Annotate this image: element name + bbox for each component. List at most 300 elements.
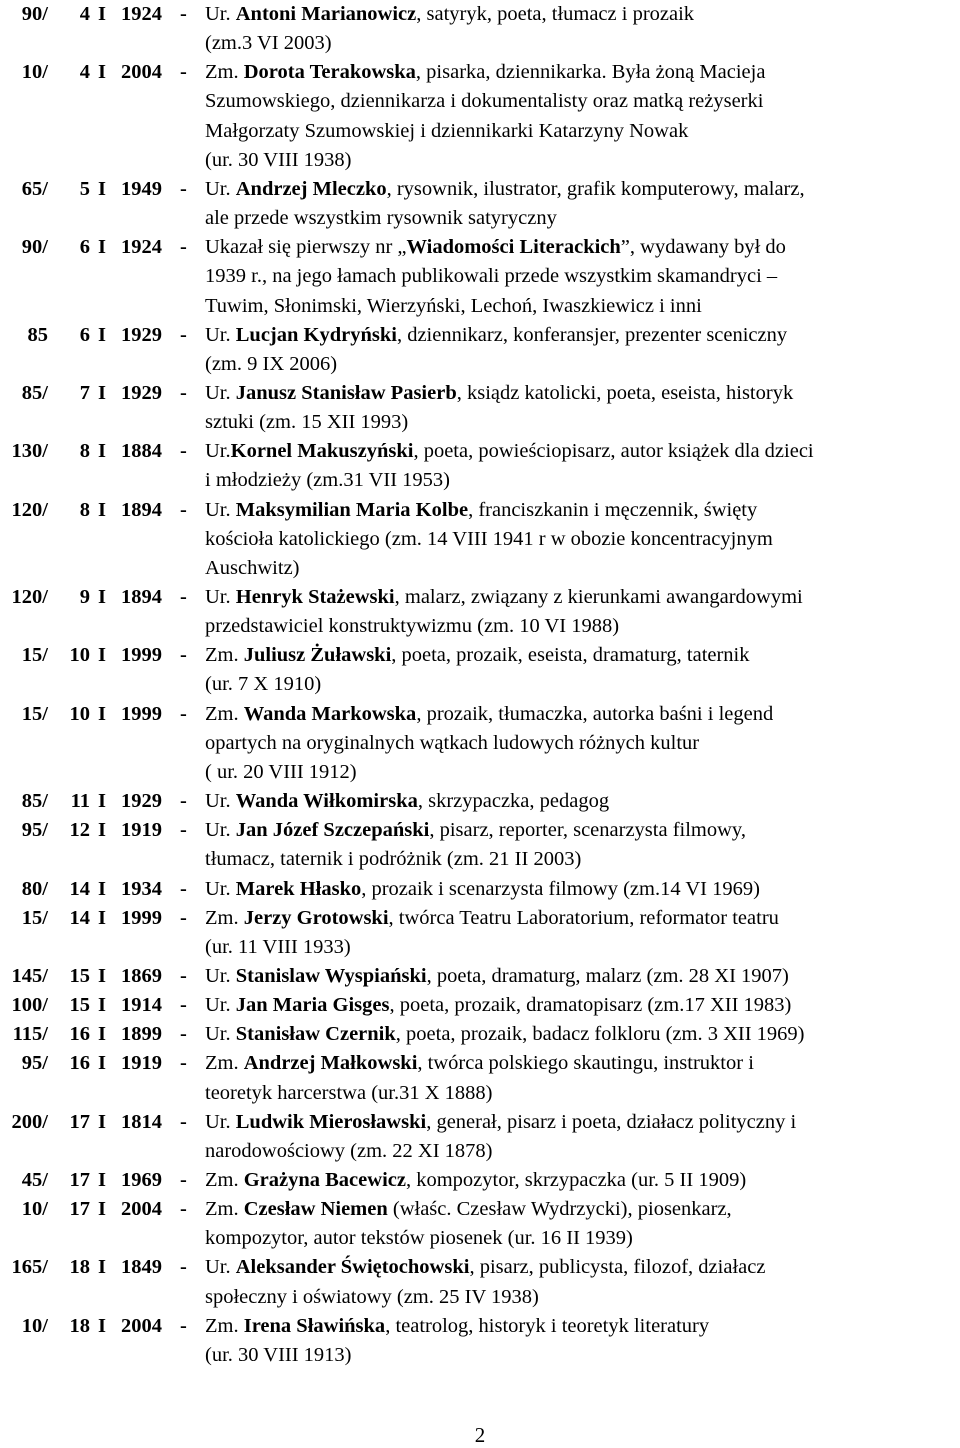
entry-continuation-line xyxy=(0,292,960,321)
entry-description-continued xyxy=(205,612,619,641)
entry-description xyxy=(205,379,793,408)
entry-description xyxy=(205,1049,754,1078)
entry-text-segment: Tuwim, Słonimski, Wierzyński, Lechoń, Iwaszkiewicz i inni xyxy=(205,294,702,317)
entry-continuation-line xyxy=(0,758,960,787)
entry-dash: - xyxy=(180,877,187,900)
entry-continuation-line xyxy=(0,729,960,758)
entry-first-line xyxy=(0,321,960,350)
entry-description xyxy=(205,0,694,29)
entry-first-line xyxy=(0,1253,960,1282)
entry-month: I xyxy=(98,1314,106,1337)
entry-text-segment: narodowościowy (zm. 22 XI 1878) xyxy=(205,1139,493,1162)
entry-year: 1969 xyxy=(121,1169,162,1191)
entry-text-segment: , twórca polskiego skautingu, instruktor i xyxy=(417,1052,754,1075)
entry-first-line xyxy=(0,175,960,204)
entry-text-segment: przedstawiciel konstruktywizmu (zm. 10 VI 1988) xyxy=(205,615,620,638)
entry-dash: - xyxy=(180,498,187,521)
entry-day: 17 xyxy=(69,1169,90,1191)
entry-description xyxy=(205,233,786,262)
entry-description xyxy=(205,700,773,729)
entry-day: 10 xyxy=(69,644,90,667)
page-number: 2 xyxy=(474,1423,486,1447)
entry-text-segment: Ukazał się pierwszy nr „ xyxy=(205,236,407,259)
entry-description-continued xyxy=(205,525,773,554)
entry-text-segment: Zm. xyxy=(205,644,244,667)
entry-description xyxy=(205,904,779,933)
entry-day: 17 xyxy=(69,1198,90,1221)
entry-text-segment: i młodzieży (zm.31 VII 1953) xyxy=(205,469,450,492)
entry-description xyxy=(205,1253,765,1282)
entry-day: 15 xyxy=(69,964,90,987)
entry-text-segment: , poeta, dramaturg, malarz (zm. 28 XI 1907) xyxy=(426,964,789,987)
entry-first-line xyxy=(0,437,960,466)
entry-dash: - xyxy=(180,819,187,842)
entry-text-segment: (zm. 9 IX 2006) xyxy=(205,352,338,375)
entry-first-line xyxy=(0,1049,960,1078)
entry-description-continued xyxy=(205,87,763,116)
entry-text-segment: Ur. xyxy=(205,381,236,404)
entry-day: 16 xyxy=(69,1023,90,1046)
entry-first-line xyxy=(0,496,960,525)
entry-year: 1949 xyxy=(121,177,162,200)
entry-year: 1919 xyxy=(121,819,162,842)
person-name: Ludwik Mierosławski xyxy=(235,1110,427,1133)
entry-year: 2004 xyxy=(121,1198,162,1221)
entry-continuation-line xyxy=(0,1283,960,1312)
entry-text-segment: (zm.3 VI 2003) xyxy=(205,32,332,55)
entry-text-segment: , pisarz, publicysta, filozof, działacz xyxy=(469,1256,766,1279)
entry-text-segment: , poeta, prozaik, badacz folkloru (zm. 3 XII 1969) xyxy=(395,1023,805,1046)
entry-text-segment: , franciszkanin i męczennik, święty xyxy=(468,498,758,521)
entry-description-continued xyxy=(205,933,351,962)
entry-description xyxy=(205,1108,796,1137)
entry-month: I xyxy=(98,877,106,900)
entry-description xyxy=(205,1166,746,1195)
entry-text-segment: Ur. xyxy=(205,964,236,987)
entry-continuation-line xyxy=(0,29,960,58)
entry-description xyxy=(205,437,814,466)
entry-year: 1899 xyxy=(121,1023,162,1046)
entry-description-continued xyxy=(205,1341,352,1370)
entry-first-line xyxy=(0,1108,960,1137)
entry-text-segment: (właśc. Czesław Wydrzycki), piosenkarz, xyxy=(387,1198,732,1221)
entry-text-segment: , kompozytor, skrzypaczka (ur. 5 II 1909) xyxy=(405,1169,747,1191)
entry-year: 1814 xyxy=(121,1110,162,1133)
entry-dash: - xyxy=(180,790,187,813)
entry-text-segment: 1939 r., na jego łamach publikowali przede wszystkim skamandryci – xyxy=(205,265,778,288)
entry-text-segment: , malarz, związany z kierunkami awangardowymi xyxy=(394,586,803,608)
entry-first-line xyxy=(0,1166,960,1195)
entry-day: 6 xyxy=(79,323,90,346)
entry-text-segment: , ksiądz katolicki, poeta, eseista, historyk xyxy=(456,381,794,404)
entry-text-segment: Ur. xyxy=(205,3,236,25)
entry-year: 1999 xyxy=(121,906,162,929)
entry-continuation-line xyxy=(0,1137,960,1166)
entry-description xyxy=(205,962,789,991)
entry-first-line xyxy=(0,1020,960,1049)
entry-text-segment: Ur. xyxy=(205,440,231,463)
entry-month: I xyxy=(98,906,106,929)
entry-text-segment: Ur. xyxy=(205,586,236,608)
anniversary-number: 115/ xyxy=(12,1023,48,1046)
entry-text-segment: Zm. xyxy=(205,1169,244,1191)
entry-continuation-line xyxy=(0,262,960,291)
entry-month: I xyxy=(98,177,106,200)
entry-first-line xyxy=(0,787,960,816)
entry-text-segment: , poeta, powieściopisarz, autor książek dla dzieci xyxy=(413,440,814,463)
entry-day: 8 xyxy=(79,440,90,463)
entry-year: 1924 xyxy=(121,3,162,25)
entry-text-segment: , poeta, prozaik, dramatopisarz (zm.17 XII 1983) xyxy=(389,994,792,1017)
entry-continuation-line xyxy=(0,1224,960,1253)
anniversary-number: 95/ xyxy=(21,1052,48,1075)
entry-description-continued xyxy=(205,758,357,787)
entry-day: 4 xyxy=(79,3,90,25)
entry-day: 8 xyxy=(79,498,90,521)
entry-first-line xyxy=(0,962,960,991)
entry-month: I xyxy=(98,790,106,813)
entry-day: 17 xyxy=(69,1110,90,1133)
entry-text-segment: Zm. xyxy=(205,906,244,929)
entry-first-line xyxy=(0,583,960,612)
entry-first-line xyxy=(0,816,960,845)
entry-month: I xyxy=(98,61,106,84)
entry-text-segment: kościoła katolickiego (zm. 14 VIII 1941 r w obozie koncentracyjnym xyxy=(205,527,773,550)
entry-text-segment: społeczny i oświatowy (zm. 25 IV 1938) xyxy=(205,1285,539,1308)
entry-month: I xyxy=(98,323,106,346)
anniversary-number: 95/ xyxy=(21,819,48,842)
entry-day: 9 xyxy=(79,586,90,608)
entry-year: 1884 xyxy=(121,440,162,463)
entry-text-segment: , poeta, prozaik, eseista, dramaturg, taternik xyxy=(391,644,750,667)
entry-text-segment: sztuki (zm. 15 XII 1993) xyxy=(205,411,409,434)
entry-day: 18 xyxy=(69,1256,90,1279)
entry-first-line xyxy=(0,904,960,933)
entry-day: 12 xyxy=(69,819,90,842)
entry-description-continued xyxy=(205,146,352,175)
entry-continuation-line xyxy=(0,845,960,874)
entry-description xyxy=(205,1020,805,1049)
entry-text-segment: , pisarka, dziennikarka. Była żoną Macieja xyxy=(415,61,766,84)
person-name: Jan Józef Szczepański xyxy=(235,819,430,842)
entry-dash: - xyxy=(180,1023,187,1046)
anniversary-number: 15/ xyxy=(21,644,48,667)
entry-text-segment: Szumowskiego, dziennikarza i dokumentalisty oraz matką reżyserki xyxy=(205,90,764,113)
anniversary-number: 145/ xyxy=(11,964,48,987)
entry-day: 4 xyxy=(79,61,90,84)
entry-description xyxy=(205,991,791,1020)
entry-month: I xyxy=(98,1198,106,1221)
entry-month: I xyxy=(98,586,106,608)
entry-year: 1919 xyxy=(121,1052,162,1075)
entry-text-segment: Ur. xyxy=(205,819,236,842)
person-name: Stanislaw Wyspiański xyxy=(235,964,427,987)
entry-day: 14 xyxy=(69,906,90,929)
entry-description-continued xyxy=(205,117,688,146)
entry-description-continued xyxy=(205,350,337,379)
entry-month: I xyxy=(98,440,106,463)
entry-text-segment: , prozaik i scenarzysta filmowy (zm.14 VI 1969) xyxy=(361,877,760,900)
entry-month: I xyxy=(98,1256,106,1279)
entry-month: I xyxy=(98,381,106,404)
entry-description-continued xyxy=(205,554,300,583)
person-name: Antoni Marianowicz xyxy=(235,3,417,25)
anniversary-number: 90/ xyxy=(21,236,48,259)
entry-continuation-line xyxy=(0,350,960,379)
entry-text-segment: Ur. xyxy=(205,177,236,200)
entry-text-segment: kompozytor, autor tekstów piosenek (ur. 16 II 1939) xyxy=(205,1227,633,1250)
entry-day: 11 xyxy=(70,790,90,813)
anniversary-number: 15/ xyxy=(21,702,48,725)
entry-description-continued xyxy=(205,1079,492,1108)
entry-description-continued xyxy=(205,729,699,758)
entry-text-segment: ( ur. 20 VIII 1912) xyxy=(205,760,357,783)
entry-year: 1849 xyxy=(121,1256,162,1279)
anniversary-number: 15/ xyxy=(21,906,48,929)
entry-description xyxy=(205,321,787,350)
person-name: Lucjan Kydryński xyxy=(235,323,397,346)
entry-month: I xyxy=(98,644,106,667)
entry-year: 1999 xyxy=(121,644,162,667)
entry-text-segment: Auschwitz) xyxy=(205,556,300,579)
entry-text-segment: , prozaik, tłumaczka, autorka baśni i legend xyxy=(416,702,774,725)
entry-continuation-line xyxy=(0,933,960,962)
person-name: Wanda Markowska xyxy=(243,702,417,725)
entry-text-segment: ”, wydawany był do xyxy=(620,236,786,259)
person-name: Irena Sławińska xyxy=(243,1314,386,1337)
entry-continuation-line xyxy=(0,408,960,437)
anniversary-number: 100/ xyxy=(11,994,48,1017)
entry-year: 1999 xyxy=(121,702,162,725)
person-name: Juliusz Żuławski xyxy=(243,644,392,667)
entry-day: 18 xyxy=(69,1314,90,1337)
entry-year: 1894 xyxy=(121,498,162,521)
anniversary-number: 10/ xyxy=(21,1314,48,1337)
entry-year: 1924 xyxy=(121,236,162,259)
entry-text-segment: Zm. xyxy=(205,1052,244,1075)
entry-description-continued xyxy=(205,408,408,437)
entry-dash: - xyxy=(180,61,187,84)
entry-text-segment: ale przede wszystkim rysownik satyryczny xyxy=(205,207,557,230)
entry-text-segment: Ur. xyxy=(205,1023,236,1046)
entry-text-segment: opartych na oryginalnych wątkach ludowych różnych kultur xyxy=(205,731,700,754)
entry-month: I xyxy=(98,236,106,259)
entry-month: I xyxy=(98,3,106,25)
person-name: Kornel Makuszyński xyxy=(230,440,414,463)
entry-year: 1929 xyxy=(121,381,162,404)
entry-continuation-line xyxy=(0,525,960,554)
entry-first-line xyxy=(0,379,960,408)
entry-year: 1894 xyxy=(121,586,162,608)
person-name: Jerzy Grotowski xyxy=(243,906,389,929)
entry-description-continued xyxy=(205,1283,539,1312)
entry-dash: - xyxy=(180,1052,187,1075)
entry-year: 1929 xyxy=(121,323,162,346)
entry-text-segment: (ur. 11 VIII 1933) xyxy=(205,935,351,958)
person-name: Henryk Stażewski xyxy=(235,586,395,608)
anniversary-number: 45/ xyxy=(21,1169,48,1191)
entry-text-segment: Zm. xyxy=(205,1198,244,1221)
entry-first-line xyxy=(0,233,960,262)
entry-month: I xyxy=(98,498,106,521)
entry-text-segment: , generał, pisarz i poeta, działacz polityczny i xyxy=(426,1110,797,1133)
entry-dash: - xyxy=(180,586,187,608)
person-name: Janusz Stanisław Pasierb xyxy=(235,381,457,404)
person-name: Aleksander Świętochowski xyxy=(235,1256,470,1279)
entry-dash: - xyxy=(180,177,187,200)
entry-month: I xyxy=(98,964,106,987)
entry-continuation-line xyxy=(0,204,960,233)
entry-text-segment: , rysownik, ilustrator, grafik komputerowy, malarz, xyxy=(386,177,805,200)
entry-day: 14 xyxy=(69,877,90,900)
entry-dash: - xyxy=(180,381,187,404)
entry-day: 7 xyxy=(79,381,90,404)
entry-description xyxy=(205,583,803,612)
entry-dash: - xyxy=(180,323,187,346)
anniversary-number: 120/ xyxy=(11,498,48,521)
entry-day: 5 xyxy=(79,177,90,200)
entry-day: 10 xyxy=(69,702,90,725)
entry-text-segment: teoretyk harcerstwa (ur.31 X 1888) xyxy=(205,1081,493,1104)
entry-continuation-line xyxy=(0,554,960,583)
entry-day: 16 xyxy=(69,1052,90,1075)
entry-dash: - xyxy=(180,236,187,259)
entry-first-line xyxy=(0,58,960,87)
anniversary-number: 85/ xyxy=(21,381,48,404)
entry-description xyxy=(205,1195,732,1224)
entry-continuation-line xyxy=(0,87,960,116)
entry-month: I xyxy=(98,819,106,842)
entry-day: 6 xyxy=(79,236,90,259)
entry-dash: - xyxy=(180,906,187,929)
person-name: Dorota Terakowska xyxy=(243,61,416,84)
entry-dash: - xyxy=(180,3,187,25)
entry-month: I xyxy=(98,1110,106,1133)
entry-text-segment: , dziennikarz, konferansjer, prezenter sceniczny xyxy=(396,323,788,346)
entry-text-segment: , skrzypaczka, pedagog xyxy=(417,790,610,813)
entry-month: I xyxy=(98,1023,106,1046)
entry-description xyxy=(205,641,750,670)
entry-description-continued xyxy=(205,292,702,321)
entry-continuation-line xyxy=(0,117,960,146)
person-name: Andrzej Małkowski xyxy=(243,1052,418,1075)
entry-text-segment: Zm. xyxy=(205,1314,244,1337)
entry-description xyxy=(205,816,746,845)
anniversary-number: 10/ xyxy=(21,1198,48,1221)
entry-description xyxy=(205,175,805,204)
entry-year: 1914 xyxy=(121,994,162,1017)
anniversary-number: 85 xyxy=(27,323,48,346)
entry-text-segment: Ur. xyxy=(205,323,236,346)
entry-text-segment: Zm. xyxy=(205,702,244,725)
entry-text-segment: Ur. xyxy=(205,498,236,521)
person-name: Stanisław Czernik xyxy=(235,1023,396,1046)
anniversary-number: 10/ xyxy=(21,61,48,84)
entry-text-segment: Ur. xyxy=(205,1256,236,1279)
entry-dash: - xyxy=(180,1314,187,1337)
entry-continuation-line xyxy=(0,612,960,641)
person-name: Czesław Niemen xyxy=(243,1198,388,1221)
entry-text-segment: Ur. xyxy=(205,1110,236,1133)
entry-text-segment: (ur. 7 X 1910) xyxy=(205,673,322,696)
anniversary-number: 165/ xyxy=(11,1256,48,1279)
entry-text-segment: , satyryk, poeta, tłumacz i prozaik xyxy=(416,3,695,25)
entry-continuation-line xyxy=(0,466,960,495)
entry-text-segment: Ur. xyxy=(205,994,236,1017)
person-name: Wiadomości Literackich xyxy=(406,236,621,259)
person-name: Jan Maria Gisges xyxy=(235,994,390,1017)
entry-dash: - xyxy=(180,644,187,667)
entry-first-line xyxy=(0,875,960,904)
entry-text-segment: Ur. xyxy=(205,877,236,900)
entry-description xyxy=(205,496,757,525)
anniversary-number: 90/ xyxy=(21,3,48,25)
entry-month: I xyxy=(98,1169,106,1191)
entry-dash: - xyxy=(180,1169,187,1191)
entry-description-continued xyxy=(205,262,777,291)
entry-description-continued xyxy=(205,670,321,699)
entry-dash: - xyxy=(180,964,187,987)
anniversary-number: 120/ xyxy=(11,586,48,608)
anniversary-number: 130/ xyxy=(11,440,48,463)
entry-first-line xyxy=(0,1312,960,1341)
entry-continuation-line xyxy=(0,146,960,175)
anniversary-number: 80/ xyxy=(21,877,48,900)
entry-dash: - xyxy=(180,1256,187,1279)
person-name: Grażyna Bacewicz xyxy=(243,1169,406,1191)
entry-first-line xyxy=(0,1195,960,1224)
entry-text-segment: Zm. xyxy=(205,61,244,84)
entry-dash: - xyxy=(180,1198,187,1221)
entry-dash: - xyxy=(180,702,187,725)
entry-description-continued xyxy=(205,845,581,874)
entry-description-continued xyxy=(205,1137,493,1166)
entry-description xyxy=(205,787,609,816)
person-name: Maksymilian Maria Kolbe xyxy=(235,498,469,521)
entry-text-segment: tłumacz, taternik i podróżnik (zm. 21 II 2003) xyxy=(205,848,582,871)
entry-description-continued xyxy=(205,466,450,495)
entry-text-segment: (ur. 30 VIII 1913) xyxy=(205,1343,352,1366)
person-name: Andrzej Mleczko xyxy=(235,177,387,200)
entry-dash: - xyxy=(180,994,187,1017)
person-name: Marek Hłasko xyxy=(235,877,362,900)
anniversary-number: 200/ xyxy=(11,1110,48,1133)
entry-dash: - xyxy=(180,1110,187,1133)
entry-first-line xyxy=(0,700,960,729)
entry-first-line xyxy=(0,991,960,1020)
entry-year: 2004 xyxy=(121,1314,162,1337)
entry-dash: - xyxy=(180,440,187,463)
entry-text-segment: , twórca Teatru Laboratorium, reformator teatru xyxy=(388,906,779,929)
entry-text-segment: , teatrolog, historyk i teoretyk literatury xyxy=(385,1314,710,1337)
entry-year: 1934 xyxy=(121,877,162,900)
entry-description xyxy=(205,1312,709,1341)
entry-first-line xyxy=(0,641,960,670)
entry-first-line xyxy=(0,0,960,29)
entry-description xyxy=(205,875,760,904)
entry-month: I xyxy=(98,994,106,1017)
anniversary-number: 65/ xyxy=(21,177,48,200)
entry-continuation-line xyxy=(0,670,960,699)
entry-text-segment: Małgorzaty Szumowskiej i dziennikarki Katarzyny Nowak xyxy=(205,119,689,142)
entry-continuation-line xyxy=(0,1079,960,1108)
entry-continuation-line xyxy=(0,1341,960,1370)
entry-year: 2004 xyxy=(121,61,162,84)
person-name: Wanda Wiłkomirska xyxy=(235,790,418,813)
entry-text-segment: (ur. 30 VIII 1938) xyxy=(205,148,352,171)
entry-text-segment: , pisarz, reporter, scenarzysta filmowy, xyxy=(429,819,746,842)
entry-description-continued xyxy=(205,1224,633,1253)
